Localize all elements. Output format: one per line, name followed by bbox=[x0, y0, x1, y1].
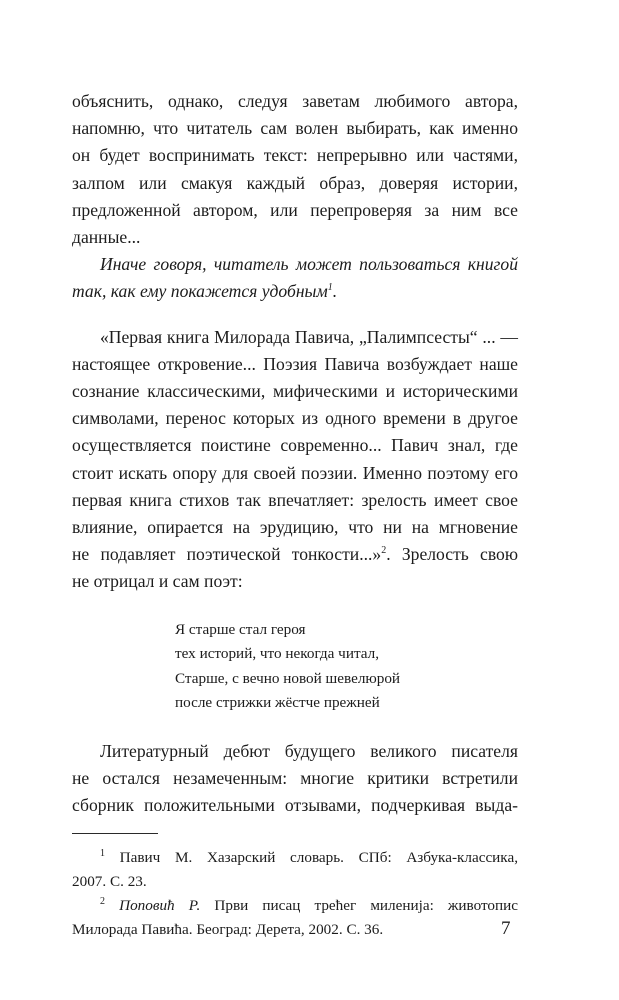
book-page bbox=[72, 88, 518, 942]
footnote-number: 2 bbox=[100, 896, 105, 908]
text-line: сознание классическими, мифическими и историческими bbox=[72, 381, 518, 402]
text-span: Први писац трећег миленија: животопис bbox=[200, 897, 519, 915]
footnote-separator bbox=[72, 833, 158, 834]
paragraph-intro bbox=[72, 88, 518, 251]
italic-paragraph bbox=[72, 251, 518, 305]
poem-line: после стрижки жёстче прежней bbox=[175, 694, 380, 712]
footnote-1 bbox=[72, 846, 518, 894]
text-line: настоящее откровение... Поэзия Павича возбуждает наше bbox=[72, 353, 518, 374]
text-span: . bbox=[332, 281, 338, 302]
text-line: он будет воспринимать текст: непрерывно или частями, bbox=[72, 145, 518, 166]
page-number: 7 bbox=[501, 918, 511, 939]
text-line: сборник положительными отзывами, подчеркивая выда- bbox=[72, 795, 518, 816]
poem bbox=[175, 618, 518, 716]
footnote-ref[interactable]: 2 bbox=[381, 545, 387, 557]
text-line: стоит искать опору для своей поэзии. Именно поэтому его bbox=[72, 462, 518, 483]
text-line: «Первая книга Милорада Павича, „Палимпсесты“ ... — bbox=[100, 326, 518, 347]
paragraph-debut bbox=[72, 738, 518, 820]
footnote-number: 1 bbox=[100, 848, 105, 860]
text-span: не подавляет поэтической тонкости...» bbox=[72, 544, 382, 565]
footnote-ref[interactable]: 1 bbox=[327, 282, 333, 294]
text-line bbox=[72, 541, 518, 568]
text-line: напомню, что читатель сам волен выбирать, как именно bbox=[72, 118, 518, 139]
text-line: залпом или смакуя каждый образ, доверяя истории, bbox=[72, 172, 518, 193]
poem-line: тех историй, что некогда читал, bbox=[175, 645, 380, 663]
text-line: не отрицал и сам поэт: bbox=[72, 571, 243, 592]
quote-paragraph bbox=[72, 324, 518, 596]
text-line: предложенной автором, или перепроверяя за ним все bbox=[72, 199, 518, 220]
text-line: не остался незамеченным: многие критики встретили bbox=[72, 767, 518, 788]
text-line: первая книга стихов так впечатляет: зрелость имеет свое bbox=[72, 489, 518, 510]
footnote-line: Милорада Павића. Београд: Дерета, 2002. С. 36. bbox=[72, 921, 384, 939]
text-line: влияние, опирается на эрудицию, что ни на мгновение bbox=[72, 517, 518, 538]
poem-line: Старше, с вечно новой шевелюрой bbox=[175, 669, 401, 687]
text-line: Литературный дебют будущего великого писателя bbox=[100, 740, 518, 761]
footnote-2 bbox=[72, 894, 518, 942]
footnote-line bbox=[72, 894, 518, 918]
footnote-line bbox=[72, 846, 518, 870]
footnote-author: Поповић Р. bbox=[119, 897, 201, 915]
footnote-line: 2007. С. 23. bbox=[72, 873, 147, 891]
text-line: данные... bbox=[72, 227, 141, 248]
text-line: осуществляется поистине современно... Павич знал, где bbox=[72, 435, 518, 456]
text-span: так, как ему покажется удобным bbox=[72, 281, 328, 302]
text-line bbox=[72, 278, 518, 305]
text-span: Павич М. Хазарский словарь. СПб: Азбука-классика, bbox=[119, 849, 518, 867]
text-line: символами, перенос которых из одного времени в другое bbox=[72, 408, 518, 429]
text-span: . Зрелость свою bbox=[386, 544, 518, 565]
text-line: Иначе говоря, читатель может пользоваться книгой bbox=[100, 254, 518, 275]
spacer bbox=[72, 306, 518, 324]
footnotes bbox=[72, 846, 518, 942]
poem-line: Я старше стал героя bbox=[175, 620, 306, 638]
text-line: объяснить, однако, следуя заветам любимого автора, bbox=[72, 91, 518, 111]
